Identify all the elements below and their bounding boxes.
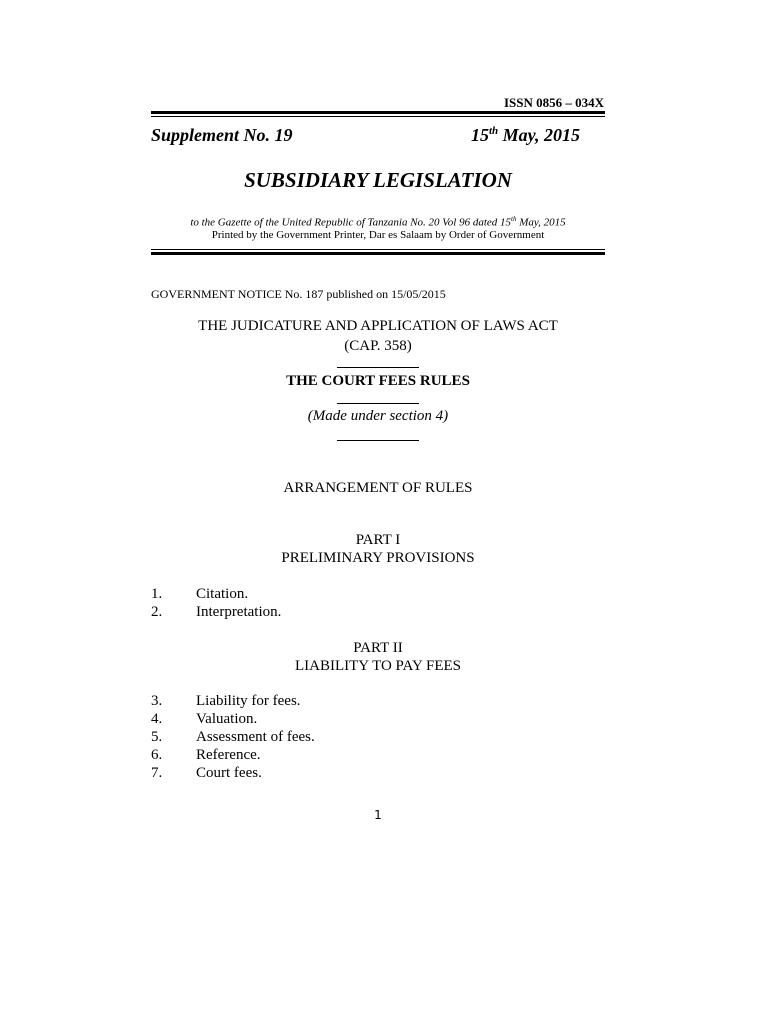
list-item <box>151 747 261 765</box>
item-number: 3. <box>151 693 163 709</box>
gazette-line <box>151 215 605 229</box>
date-month-year: May, 2015 <box>498 125 580 145</box>
item-text: Interpretation. <box>196 604 282 620</box>
item-text: Liability for fees. <box>196 693 301 709</box>
item-number: 4. <box>151 711 163 727</box>
item-number: 7. <box>151 765 163 781</box>
arrangement-heading: ARRANGEMENT OF RULES <box>283 480 473 496</box>
header-rule-top <box>151 111 605 114</box>
item-text: Reference. <box>196 747 261 763</box>
gazette-date-suffix: th <box>511 215 517 223</box>
item-number: 5. <box>151 729 163 745</box>
part-label: PART I <box>355 532 401 548</box>
page-number: 1 <box>374 808 382 822</box>
printer-line: Printed by the Government Printer, Dar es Salaam by Order of Government <box>211 229 545 241</box>
divider <box>337 367 419 368</box>
list-item <box>151 711 257 729</box>
item-number: 2. <box>151 604 163 620</box>
item-text: Citation. <box>196 586 249 602</box>
gazette-text: to the Gazette of the United Republic of Tanzania No. 20 Vol 96 dated 15 <box>190 216 512 229</box>
government-notice: GOVERNMENT NOTICE No. 187 published on 15/05/2015 <box>151 287 446 301</box>
header-rule-bottom <box>151 252 605 255</box>
list-item <box>151 729 315 747</box>
issn-number: ISSN 0856 – 034X <box>503 95 604 110</box>
header-rule-bottom-thin <box>151 249 605 250</box>
item-number: 1. <box>151 586 163 602</box>
enabling-provision: (Made under section 4) <box>307 408 449 424</box>
list-item <box>151 693 301 711</box>
item-text: Assessment of fees. <box>196 729 315 745</box>
supplement-number: Supplement No. 19 <box>151 125 293 145</box>
list-item <box>151 604 281 622</box>
divider <box>337 440 419 441</box>
part-heading: LIABILITY TO PAY FEES <box>295 658 461 674</box>
part-heading: PRELIMINARY PROVISIONS <box>281 550 475 566</box>
rules-title: THE COURT FEES RULES <box>286 373 470 389</box>
list-item <box>151 765 262 783</box>
header-rule-top-thin <box>151 116 605 117</box>
divider <box>337 403 419 404</box>
part-label: PART II <box>353 640 403 656</box>
item-text: Valuation. <box>196 711 258 727</box>
list-item <box>151 586 248 604</box>
item-text: Court fees. <box>196 765 262 781</box>
date-day: 15 <box>470 125 489 145</box>
supplement-date <box>471 125 580 146</box>
gazette-date-rest: May, 2015 <box>516 216 566 229</box>
page-title: SUBSIDIARY LEGISLATION <box>244 168 512 192</box>
date-suffix: th <box>488 125 499 137</box>
act-chapter: (CAP. 358) <box>344 338 412 354</box>
act-title: THE JUDICATURE AND APPLICATION OF LAWS ACT <box>198 318 558 334</box>
item-number: 6. <box>151 747 163 763</box>
